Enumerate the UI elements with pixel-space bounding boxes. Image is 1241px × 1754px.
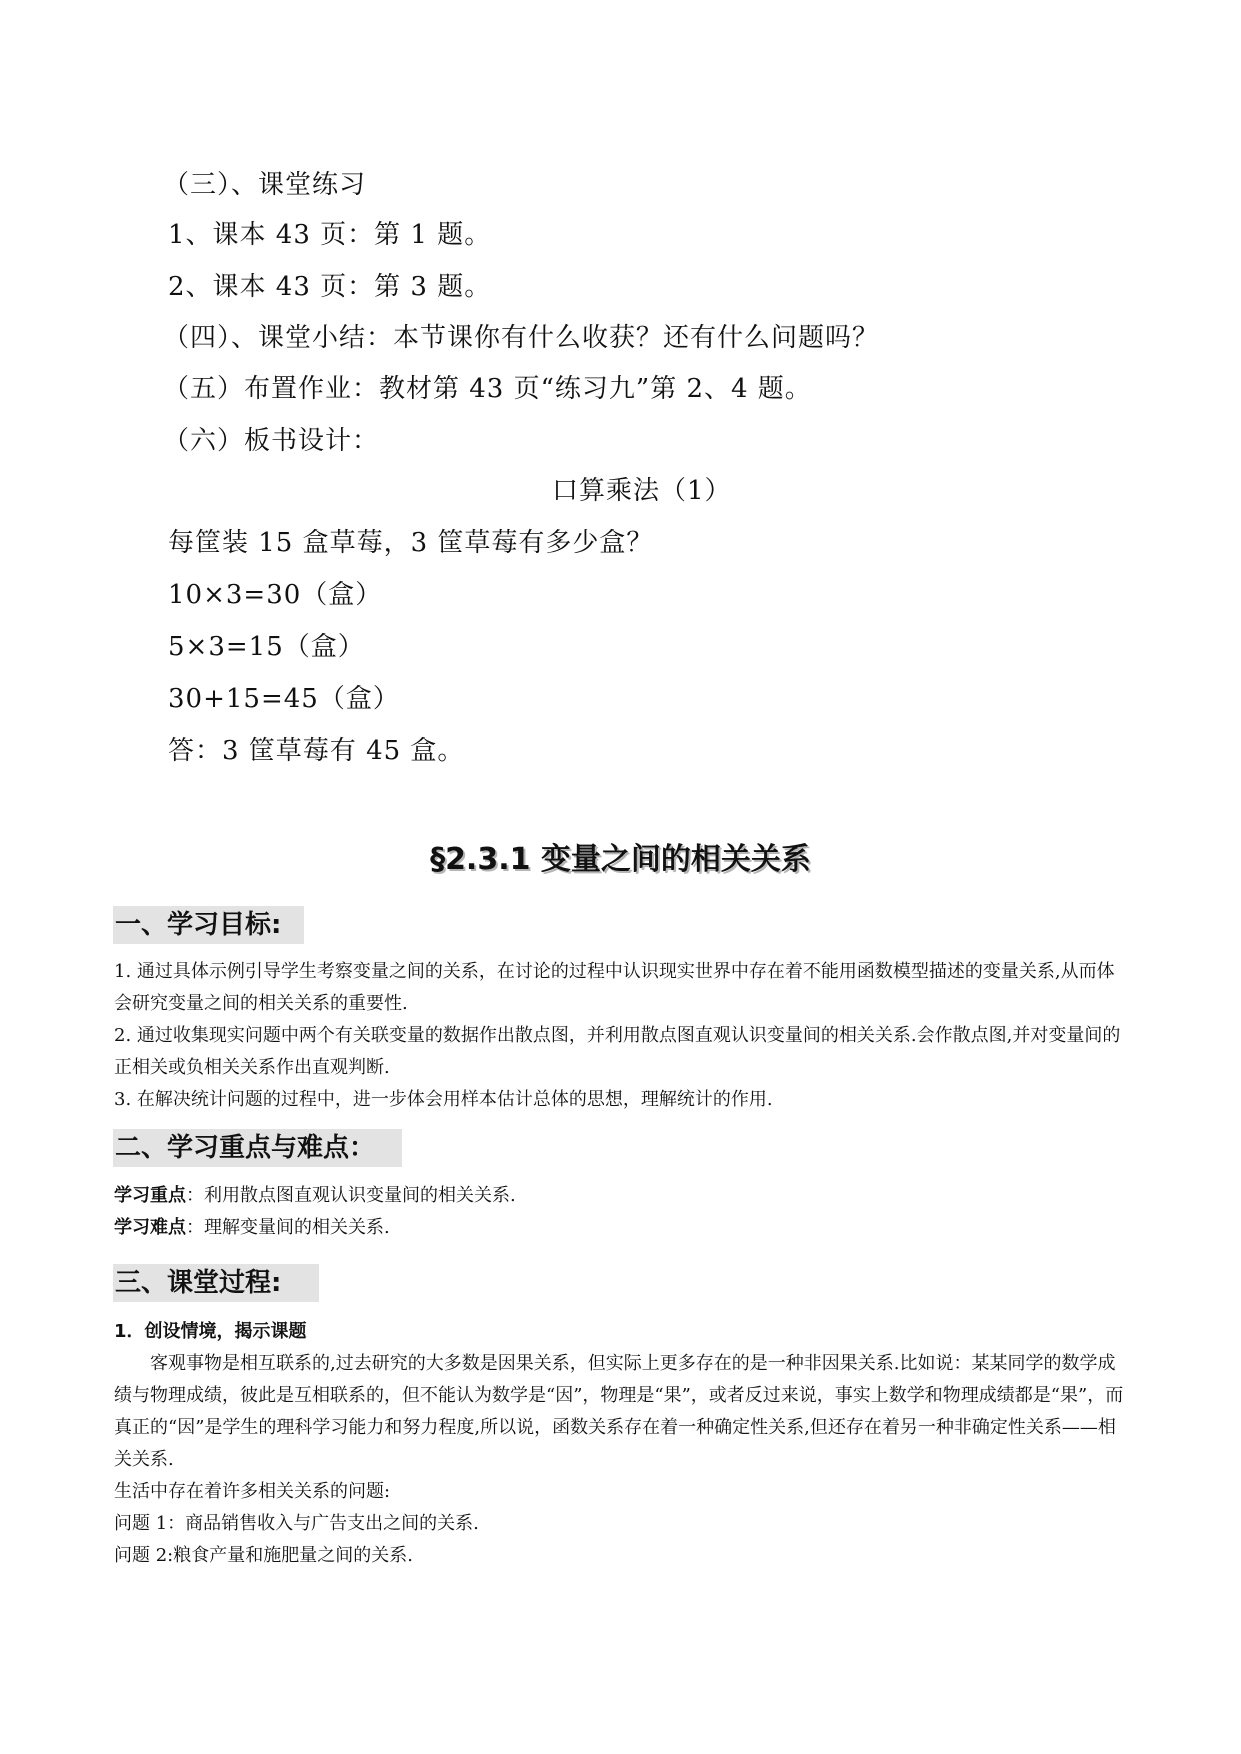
document-title: §2.3.1 变量之间的相关关系 bbox=[430, 842, 811, 877]
process-line-1: 生活中存在着许多相关关系的问题: bbox=[114, 1481, 391, 1502]
practice-item-2: 2、课本 43 页：第 3 题。 bbox=[168, 272, 492, 302]
step1-paragraph: 客观事物是相互联系的,过去研究的大多数是因果关系，但实际上更多存在的是一种非因果关系.比如说：某某同学的数学成绩与物理成绩，彼此是互相联系的，但不能认为数学是“因”，物理是“果”，或者反过来说，事实上数学和物理成绩都是“果”，而真正的“因”是学生的理科学习能力和努力程度,所以说，函数关系存在着一种确定性关系,但还存在着另一种非确定性关系——相关关系. bbox=[114, 1353, 1124, 1470]
goal-item-3: 3. 在解决统计问题的过程中，进一步体会用样本估计总体的思想，理解统计的作用. bbox=[114, 1089, 773, 1110]
goals-list bbox=[114, 956, 1130, 1116]
key-points-block bbox=[114, 1180, 1130, 1244]
board-line-1: 每筐装 15 盒草莓，3 筐草莓有多少盒？ bbox=[168, 528, 654, 558]
step1-title: 1．创设情境，揭示课题 bbox=[114, 1321, 307, 1342]
practice-heading: （三）、课堂练习 bbox=[163, 170, 367, 200]
focus-text: ：利用散点图直观认识变量间的相关关系. bbox=[186, 1185, 516, 1206]
difficulty-label: 学习难点 bbox=[114, 1217, 186, 1238]
section-heading-process: 三、课堂过程: bbox=[113, 1264, 319, 1302]
board-line-3: 5×3=15（盒） bbox=[168, 632, 365, 662]
problem-2: 问题 2:粮食产量和施肥量之间的关系. bbox=[114, 1545, 413, 1566]
homework-line: （五）布置作业：教材第 43 页“练习九”第 2、4 题。 bbox=[163, 374, 812, 404]
board-answer: 答：3 筐草莓有 45 盒。 bbox=[168, 736, 465, 766]
board-line-2: 10×3=30（盒） bbox=[168, 580, 383, 610]
focus-label: 学习重点 bbox=[114, 1185, 186, 1206]
focus-line bbox=[114, 1180, 1130, 1212]
process-block bbox=[114, 1316, 1130, 1572]
goal-item-2: 2. 通过收集现实问题中两个有关联变量的数据作出散点图，并利用散点图直观认识变量间的相关关系.会作散点图,并对变量间的正相关或负相关关系作出直观判断. bbox=[114, 1025, 1121, 1078]
difficulty-line bbox=[114, 1212, 1130, 1244]
section-heading-goals: 一、学习目标: bbox=[113, 906, 304, 944]
section-heading-key-points: 二、学习重点与难点： bbox=[113, 1129, 402, 1167]
problem-1: 问题 1：商品销售收入与广告支出之间的关系. bbox=[114, 1513, 479, 1534]
summary-line: （四）、课堂小结：本节课你有什么收获？还有什么问题吗？ bbox=[163, 323, 880, 353]
goal-item-1: 1. 通过具体示例引导学生考察变量之间的关系，在讨论的过程中认识现实世界中存在着不能用函数模型描述的变量关系,从而体会研究变量之间的相关关系的重要性. bbox=[114, 961, 1115, 1014]
board-design-heading: （六）板书设计： bbox=[163, 426, 380, 456]
board-title: 口算乘法（1） bbox=[552, 476, 732, 506]
board-line-4: 30+15=45（盒） bbox=[168, 684, 400, 714]
difficulty-text: ：理解变量间的相关关系. bbox=[186, 1217, 390, 1238]
practice-item-1: 1、课本 43 页：第 1 题。 bbox=[168, 220, 492, 250]
